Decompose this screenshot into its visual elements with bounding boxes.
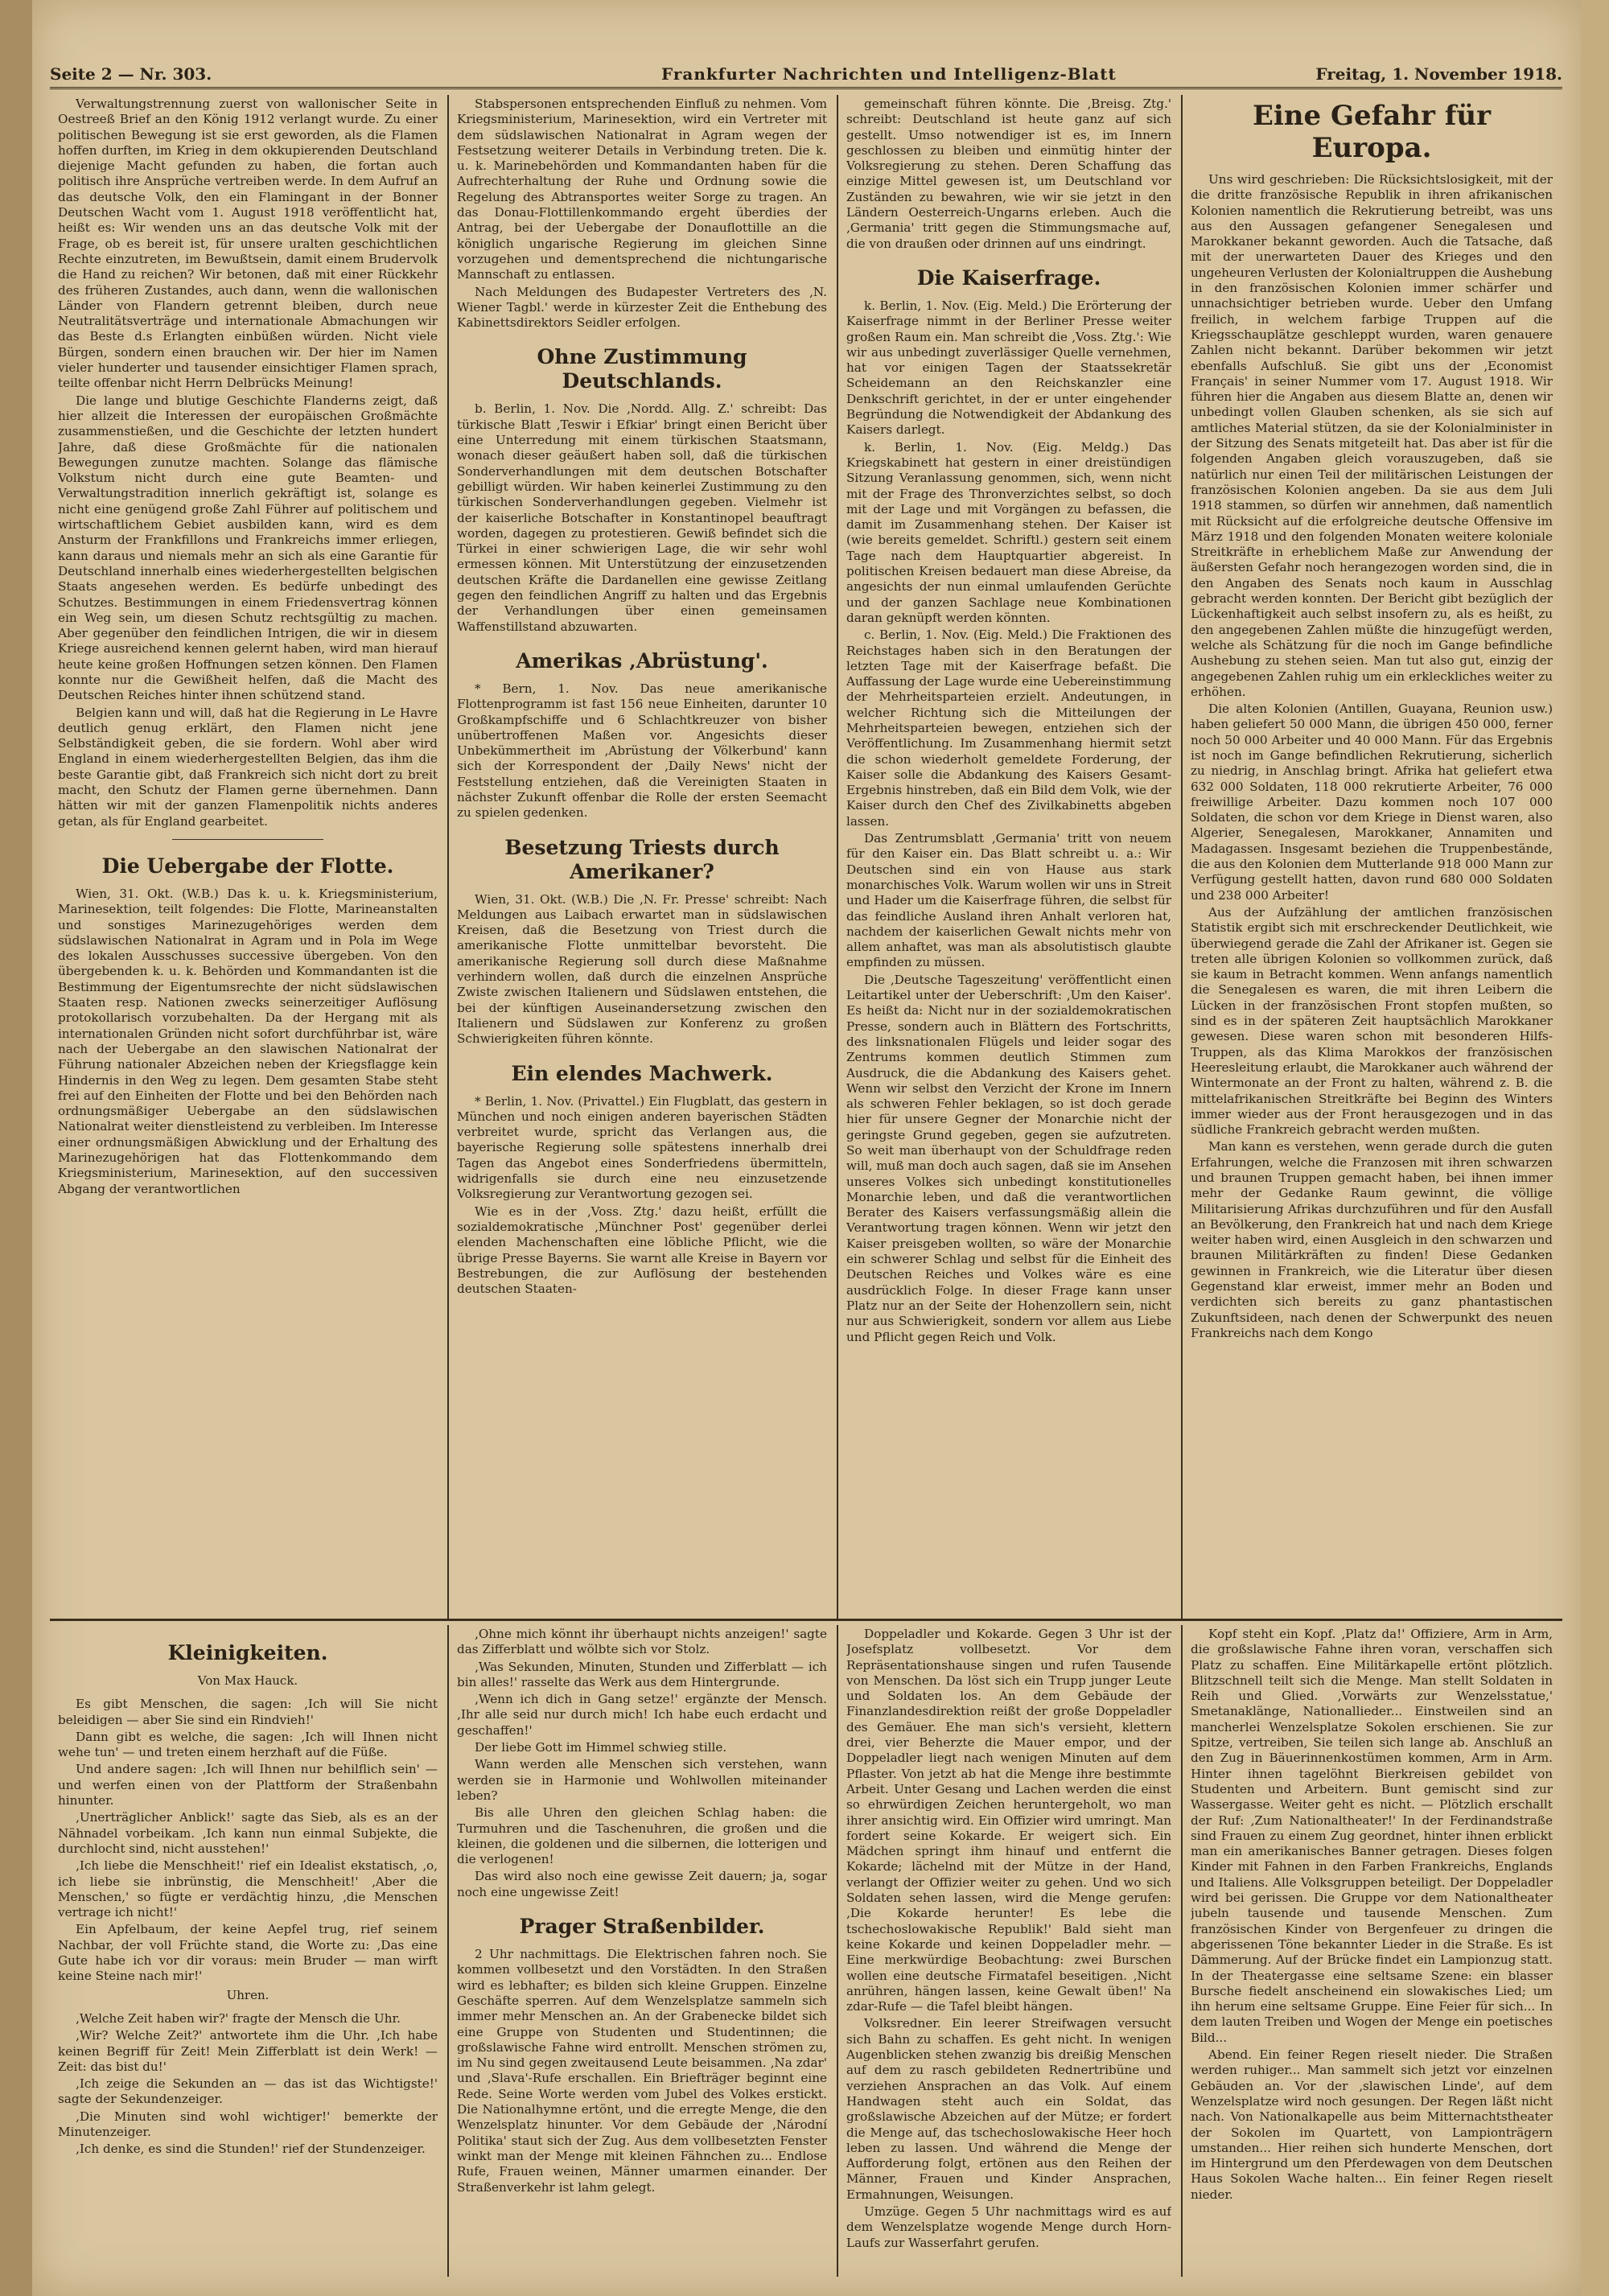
article-paragraph: Uns wird geschrieben: Die Rücksichtslosigkeit, mit der die dritte französische Republik in ihren afrikanischen Kolonien namentlich die Rekrutierung betreibt, was uns aus den Aussagen gefangener Senegalesen und Marokkaner bekannt geworden. Auch die Tatsache, daß mit der unerwarteten Dauer des Krieges und den ungeheuren Verlusten der Kolonialtruppen die Aushebung in den französischen Kolonien immer schärfer und unnachsichtiger betrieben wurde. Ueber den Umfang freilich, in welchem farbige Truppen auf die Kriegsschauplätze geschleppt wurden, waren genauere Zahlen nicht bekannt. Darüber bekommen wir jetzt ebenfalls Aufschluß. Sie gibt uns der ‚Economist Français' in seiner Nummer vom 17. August 1918. Wir führen hier die Angaben aus diesem Blatte an, denen wir unbedingt vollen Glauben schenken, als sie sich auf amtliches Material stützen, da sie der Kolonialminister in der Sitzung des Senats mitgeteilt hat. Das aber ist für die folgenden Angaben gleich vorauszugeben, daß sie natürlich nur einen Teil der militärischen Leistungen der französischen Kolonien angeben. Da sie aus dem Juli 1918 stammen, so dürfen wir annehmen, daß namentlich mit Rücksicht auf die erfolgreiche deutsche Offensive im März 1918 und den folgenden Monaten weitere koloniale Streitkräfte in erheblichem Maße zur Anwendung der äußersten Gefahr noch herangezogen worden sind, die in den Angaben des Senats noch kaum in Ausschlag gebracht werden konnten. Der Bericht gibt bezüglich der Lückenhaftigkeit auch selbst insofern zu, als es heißt, zu den angegebenen Zahlen müßte die hinzugefügt werden, welche als Schätzung für die noch im Gange befindliche Aushebung zu stehen seien. Man tut also gut, einzig der angegebenen Zahlen ruhig um ein erkleckliches weiter zu erhöhen.	[1191, 172, 1553, 699]
headline-triest: Besetzung Triests durch Amerikaner?	[504, 835, 780, 883]
article-paragraph: Verwaltungstrennung zuerst von wallonischer Seite in Oestreeß Brief an den König 1912 verlangt wurde. Zu einer politischen Bewegung ist sie erst geworden, als die Flamen hoffen durften, im Krieg in dem okkupierenden Deutschland diejenige Macht gefunden zu haben, die fortan auch politisch ihre Ansprüche vertreiben werde. In dem Aufruf an das deutsche Volk, den ein Flamingant in der Bonner Deutschen Wacht vom 1. August 1918 veröffentlicht hat, heißt es: Wir wenden uns an das deutsche Volk mit der Frage, ob es bereit ist, für unsere uralten geschichtlichen Rechte einzutreten, im Bewußtsein, damit einem Brudervolk die Hand zu reichen? Wir betonen, daß mit einer Rückkehr des früheren Zustandes, auch dann, wenn die wallonischen Länder von Flandern getrennt bleiben, durch neue Neutralitätsverträge und internationale Abmachungen wir das Beste d.s Erlangten einbüßen würden. Nicht viele Bürgen, sondern einen brauchen wir. Der hier im Namen vieler hunderter und tausender einsichtiger Flamen sprach, teilte offenbar nicht Herrn Delbrücks Meinung!	[58, 97, 438, 391]
article-paragraph: * Berlin, 1. Nov. (Privattel.) Ein Flugblatt, das gestern in München und noch einigen anderen bayerischen Städten verbreitet wurde, spricht das Verlangen aus, die bayerische Regierung solle spätestens innerhalb drei Tagen das Angebot eines Sonderfriedens übermitteln, widrigenfalls sie durch eine neu einzusetzende Volksregierung zur Verantwortung gezogen sei.	[457, 1093, 827, 1202]
article-paragraph: ‚Ohne mich könnt ihr überhaupt nichts anzeigen!' sagte das Zifferblatt und wölbte sich vor Stolz.	[457, 1627, 827, 1657]
article-paragraph: Der liebe Gott im Himmel schwieg stille.	[475, 1740, 727, 1755]
page-edge-right	[1581, 0, 1609, 2296]
issue-date: Freitag, 1. November 1918.	[1315, 64, 1562, 84]
article-paragraph: Bis alle Uhren den gleichen Schlag haben: die Turmuhren und die Taschenuhren, die großen und die kleinen, die goldenen und die silbernen, die lotterigen und die verlogenen!	[457, 1805, 827, 1867]
column-rule	[447, 95, 449, 1619]
article-paragraph: Es gibt Menschen, die sagen: ‚Ich will Sie nicht beleidigen — aber Sie sind ein Rindvieh!'	[58, 1697, 438, 1727]
article-paragraph: Belgien kann und will, daß hat die Regierung in Le Havre deutlich genug erklärt, den Flamen nicht jene Selbständigkeit geben, die sie fordern. Wohl aber wird England in einem wiederhergestellten Belgien, das ihm die beste Garantie gibt, daß Frankreich sich nicht dort zu breit macht, den Schutz der Flamen gerne übernehmen. Dann hätten wir mit der ganzen Flamenpolitik nichts anderes getan, als für England gearbeitet.	[58, 705, 438, 829]
article-paragraph: ‚Unerträglicher Anblick!' sagte das Sieb, als es an der Nähnadel vorbeikam. ‚Ich kann nun einmal Subjekte, die durchlocht sind, nicht ausstehen!'	[58, 1810, 438, 1856]
article-paragraph: Umzüge. Gegen 5 Uhr nachmittags wird es auf dem Wenzelsplatze wogende Menge durch Horn-Laufs zur Wasserfahrt gerufen.	[846, 2203, 1171, 2250]
column-4	[1191, 97, 1553, 1613]
article-paragraph: ‚Was Sekunden, Minuten, Stunden und Zifferblatt — ich bin alles!' rasselte das Werk aus dem Hintergrunde.	[457, 1659, 827, 1689]
article-paragraph: Kopf steht ein Kopf. ‚Platz da!' Offiziere, Arm in Arm, die großslawische Fahne ihren voran, verschaffen sich Platz zu schaffen. Eine Militärkapelle ertönt plötzlich. Blitzschnell teilt sich die Menge. Man stellt Soldaten in Reih und Glied. ‚Vorwärts zur Wenzelsstatue,' Smetanaklänge, Nationallieder... Einstweilen sind an mancherlei Wenzelsplatze Sokolen erschienen. Sie zur Spitze, vertreiben, Sie teilen sich lange ab. Anschluß an den Zug in Bäuerinnenkostümen kommen, Arm in Arm. Hinter ihnen tagelöhnt Bierkreisen gebildet von Studenten und Arbeitern. Bunt gemischt sind zur Wassergasse. Weiter geht es nicht. — Plötzlich erschallt der Ruf: ‚Zum Nationaltheater!' In der Ferdinandstraße sind Frauen zu einem Zug geordnet, hinter ihnen erblickt man ein amerikanisches Banner getragen. Dieses folgen Kinder mit Fahnen in den Farben Frankreichs, Englands und Italiens. Alle Volksgruppen beteiligt. Der Doppeladler wird bei gerissen. Die Gruppe vor dem Nationaltheater jubeln tausende und tausende Menschen. Zum französischen Kinder von Bergenfeuer zu dringen die abgerissenen Töne bekannter Lieder in die Straße. Es ist Dämmerung. Auf der Brücke findet ein Lampionzug statt. In der Theatergasse eine seltsame Szene: ein blasser Bursche fiedelt anscheinend ein slowakisches Lied; um ihn herum eine seltsame Gruppe. Eine Feier für sich... In dem lauten Treiben und Wogen der Menge ein poetisches Bild...	[1191, 1627, 1553, 2045]
masthead: Frankfurter Nachrichten und Intelligenz-Blatt	[661, 64, 1117, 84]
article-paragraph: k. Berlin, 1. Nov. (Eig. Meld.) Die Erörterung der Kaiserfrage nimmt in der Berliner Presse weiter großen Raum ein. Man schreibt die ‚Voss. Ztg.': Wie wir aus unbedingt zuverlässiger Quelle vernehmen, hat vor einigen Tagen der Staatssekretär Scheidemann an den Reichskanzler eine Denkschrift gerichtet, in der er unter eingehender Begründung die Notwendigkeit der Abdankung des Kaisers darlegt.	[846, 298, 1171, 438]
article-paragraph: gemeinschaft führen könnte. Die ‚Breisg. Ztg.' schreibt: Deutschland ist heute ganz auf sich gestellt. Umso notwendiger ist es, im Innern geschlossen zu bleiben und einmütig hinter der Volksregierung zu stehen. Deren Schaffung das einzige Mittel gewesen ist, um Deutschland vor Zuständen zu bewahren, wie wir sie jetzt in den Ländern Oesterreich-Ungarns erleben. Auch die ‚Germania' tritt gegen die Stimmungsmache auf, die von draußen oder drinnen auf uns eindringt.	[846, 97, 1171, 251]
article-paragraph: Das Zentrumsblatt ‚Germania' tritt von neuem für den Kaiser ein. Das Blatt schreibt u. a.: Wir Deutschen sind ein von Hause aus stark monarchisches Volk. Warum wollen wir uns in Streit und Hader um die Kaiserfrage führen, die selbst für das feindliche Ausland ihren Anhalt verloren hat, nachdem der kaiserlichen Gewalt nichts mehr von allem anhaftet, was man als absolutistisch glaubte empfinden zu müssen.	[846, 831, 1171, 970]
article-paragraph: ‚Die Minuten sind wohl wichtiger!' bemerkte der Minutenzeiger.	[58, 2109, 438, 2140]
article-paragraph: Die lange und blutige Geschichte Flanderns zeigt, daß hier allzeit die Interessen der europäischen Großmächte zusammenstießen, und die Geschichte der letzten hundert Jahre, daß diese Großmächte für die nationalen Bewegungen zunutze machten. Solange das flämische Volkstum nicht durch eine gute Beamten- und Verwaltungstradition innerlich gekräftigt ist, solange es nicht eine genügend große Zahl Führer auf politischem und wirtschaftlichem Gebiet ausbilden kann, wird es dem Ansturm der Frankfillons und Frankreichs immer erliegen, kann daraus und niemals mehr an sich als eine Garantie für Deutschland innerhalb eines wiederhergestellten belgischen Staats angesehen werden. Es bedürfe unbedingt des Schutzes. Bestimmungen in einem Friedensvertrag können ein Weg sein, um diesen Schutz rechtsgültig zu machen. Aber gegenüber den feindlichen Intrigen, die wir in diesem Kriege ausreichend kennen gelernt haben, wird man hierauf heute keine großen Hoffnungen setzen können. Den Flamen konnte nur die Gewißheit helfen, daß die Macht des Deutschen Reiches hinter ihnen schützend stand.	[58, 393, 438, 703]
column-2	[457, 97, 827, 1613]
article-paragraph: Stabspersonen entsprechenden Einfluß zu nehmen. Vom Kriegsministerium, Marinesektion, wird ein Vertreter mit dem südslawischen Nationalrat in Agram wegen der Festsetzung weiterer Details in Verbindung treten. Die k. u. k. Marinebehörden und Kommandanten haben für die Aufrechterhaltung der Ruhe und Ordnung sowie die Regelung des Abtransportes weiter Sorge zu tragen. An das Donau-Flottillenkommando ergeht überdies der Antrag, bei der Uebergabe der Donauflottille an die königlich ungarische Regierung im gleichen Sinne vorzugehen und dementsprechend die nichtungarische Mannschaft zu entlassen.	[457, 97, 827, 282]
article-paragraph: ‚Ich denke, es sind die Stunden!' rief der Stundenzeiger.	[76, 2142, 426, 2157]
feuilleton-column-4	[1191, 1627, 1553, 2270]
article-paragraph: b. Berlin, 1. Nov. Die ‚Nordd. Allg. Z.' schreibt: Das türkische Blatt ‚Teswir i Efkiar' bringt einen Bericht über eine Unterredung mit einem türkischen Staatsmann, wonach dieser geäußert haben soll, daß die türkischen Sonderverhandlungen mit dem deutschen Botschafter gebilligt würden. Wir haben keinerlei Zustimmung zu den türkischen Sonderverhandlungen gegeben. Vielmehr ist der kaiserliche Botschafter in Konstantinopel beauftragt worden, dagegen zu protestieren. Gewiß befindet sich die Türkei in einer schwierigen Lage, die wir sehr wohl ermessen können. Mit Unterstützung der einzusetzenden deutschen Kräfte die Dardanellen eine gewisse Zeitlang gegen den feindlichen Angriff zu halten und das Ergebnis der Verhandlungen über einen gemeinsamen Waffenstillstand abzuwarten.	[457, 401, 827, 634]
article-paragraph: Volksredner. Ein leerer Streifwagen versucht sich Bahn zu schaffen. Es geht nicht. In wenigen Augenblicken stehen zwanzig bis dreißig Menschen auf dem zu rasch gebildeten Rednertribüne und verziehen Ansprachen an das Volk. Auf einem Handwagen steht auch ein Soldat, das großslawische Abzeichen auf der Mütze; er fordert die Menge auf, das tschechoslowakische Heer hoch leben zu lassen. Und während die Menge der Aufforderung folgt, ertönen aus den Reihen der Männer, Frauen und Kinder Ansprachen, Ermahnungen, Weisungen.	[846, 2016, 1171, 2202]
feuilleton-column-1	[58, 1627, 438, 2270]
headline-abruestung: Amerikas ‚Abrüstung'.	[516, 648, 768, 673]
headline-machwerk: Ein elendes Machwerk.	[511, 1061, 773, 1085]
article-paragraph: ‚Welche Zeit haben wir?' fragte der Mensch die Uhr.	[76, 2010, 401, 2026]
article-paragraph: ‚Ich zeige die Sekunden an — das ist das Wichtigste!' sagte der Sekundenzeiger.	[58, 2076, 438, 2107]
column-rule	[837, 95, 838, 1619]
column-1	[58, 97, 438, 1613]
article-paragraph: Man kann es verstehen, wenn gerade durch die guten Erfahrungen, welche die Franzosen mit ihren schwarzen und braunen Truppen gemacht haben, bei ihnen immer mehr der Gedanke Raum gewinnt, die völlige Militarisierung Afrikas durchzuführen und für den Ausfall an Bevölkerung, den Frankreich hat und nach dem Kriege weiter haben wird, einen Ausgleich in den schwarzen und braunen Militärkräften zu finden! Diese Gedanken gewinnen in Frankreich, wie die Literatur über diesen Gegenstand klar erweist, immer mehr an Boden und verdichten sich bereits zu ganz phantastischen Zukunftsideen, nach denen der Schwerpunkt des neuen Frankreichs nach dem Kongo	[1191, 1139, 1553, 1340]
article-paragraph: Das wird also noch eine gewisse Zeit dauern; ja, sogar noch eine ungewisse Zeit!	[457, 1869, 827, 1899]
article-paragraph: Die alten Kolonien (Antillen, Guayana, Reunion usw.) haben geliefert 50 000 Mann, die übrigen 450 000, ferner noch 50 000 Arbeiter und 40 000 Mann. Für das Ergebnis ist noch im Gange befindlichen Rekrutierung, sicherlich zu niedrig, in Anschlag bringt. Afrika hat geliefert etwa 632 000 Soldaten, 118 000 rekrutierte Arbeiter, 76 000 freiwillige Arbeiter. Dazu kommen noch 107 000 Soldaten, die schon vor dem Kriege in Dienst waren, also Algerier, Senegalesen, Marokkaner, Annamiten und Madagassen. Insgesamt beziehen die Truppenbestände, die aus den Kolonien dem Mutterlande 918 000 Mann zur Verfügung gestellt hatten, davon rund 680 000 Soldaten und 238 000 Arbeiter!	[1191, 702, 1553, 903]
article-paragraph: Nach Meldungen des Budapester Vertreters des ‚N. Wiener Tagbl.' werde in kürzester Zeit die Enthebung des Kabinettsdirektors Seidler erfolgen.	[457, 284, 827, 331]
article-paragraph: 2 Uhr nachmittags. Die Elektrischen fahren noch. Sie kommen vollbesetzt und den Vorstädten. In den Straßen wird es lebhafter; es bilden sich kleine Gruppen. Einzelne Geschäfte sperren. Auf dem Wenzelsplatze sammeln sich immer mehr Menschen an. An der Grabenecke bildet sich eine Gruppe von Studenten und Studentinnen; die großslawische Fahne wird entrollt. Menschen strömen zu, im Nu sind gegen zweitausend Leute beisammen. ‚Na zdar' und ‚Slava'-Rufe erschallen. Ein Briefträger beginnt eine Rede. Seine Worte werden vom Jubel des Volkes erstickt. Die Nationalhymne ertönt, und die erregte Menge, die den Wenzelsplatz hinunter. Vor dem Gebäude der ‚Národní Politika' staut sich der Zug. Aus dem vollbesetzten Fenster winkt man der Menge mit kleinen Fähnchen zu... Endlose Rufe, Frauen weinen, Männer umarmen einander. Der Straßenverkehr ist lahm gelegt.	[457, 1947, 827, 2195]
headline-zustimmung: Ohne Zustimmung Deutschlands.	[537, 345, 747, 393]
column-rule	[447, 1625, 449, 2277]
headline-kleinigkeiten: Kleinigkeiten.	[167, 1641, 328, 1664]
article-paragraph: Aus der Aufzählung der amtlichen französischen Statistik ergibt sich mit erschreckender Deutlichkeit, wie überwiegend gerade die Zahl der Afrikaner ist. Gegen sie treten alle übrigen Kolonien so vollkommen zurück, daß sie kaum in Betracht kommen. Wenn anfangs namentlich die Senegalesen es waren, die mit ihren Leibern die Lücken in der französischen Front stopfen mußten, so sind es in der späteren Zeit hauptsächlich Marokkaner gewesen. Diese waren schon mit besonderen Hilfs-Truppen, als das Klima Marokkos der französischen Heeresleitung erlaubt, die Marokkaner auch während der Wintermonate an der Front zu halten, während z. B. die mittelafrikanischen Streitkräfte bei Beginn des Winters immer wieder aus der Front herausgezogen und in das südliche Frankreich gebracht werden mußten.	[1191, 904, 1553, 1138]
page-edge-left	[0, 0, 32, 2296]
feuilleton-column-3	[846, 1627, 1171, 2270]
article-paragraph: Doppeladler und Kokarde. Gegen 3 Uhr ist der Josefsplatz vollbesetzt. Vor dem Repräsentationshause singen und rufen Tausende von Menschen. Da löst sich ein Trupp junger Leute und Soldaten los. An dem Gebäude der Finanzlandesdirektion reißt der große Doppeladler des Gemäuer. Ehe man sich's versieht, klettern drei, vier Beherzte die Mauer empor, und der Doppeladler liegt nach wenigen Minuten auf dem Pflaster. Von jetzt ab hat die Menge ihre bestimmte Arbeit. Unter Gesang und Lachen werden die einst so ehrwürdigen Zeichen heruntergeholt, wo man ihrer ansichtig wird. Ein Offizier wird umringt. Man fordert seine Kokarde. Er weigert sich. Ein Mädchen springt ihm hinauf und entfernt die Kokarde; lächelnd mit der Mütze in der Hand, verlangt der Offizier weiter zu gehen. Und wo sich Soldaten sehen lassen, wird die Menge gerufen: ‚Die Kokarde herunter! Es lebe die tschechoslowakische Republik!' Bald sieht man keine Kokarde und keinen Doppeladler mehr. — Eine merkwürdige Beobachtung: zwei Burschen wollen eine deutsche Firmatafel beseitigen. ‚Nicht anrühren, hängen lassen, keine Gewalt üben!' Na zdar-Rufe — die Tafel bleibt hängen.	[846, 1627, 1171, 2014]
article-paragraph: ‚Wenn ich dich in Gang setze!' ergänzte der Mensch. ‚Ihr alle seid nur durch mich! Ich habe euch erdacht und geschaffen!'	[457, 1692, 827, 1738]
subheading-uhren: Uhren.	[226, 1987, 270, 2002]
article-paragraph: Wann werden alle Menschen sich verstehen, wann werden sie in Harmonie und Wohlwollen miteinander leben?	[457, 1757, 827, 1803]
article-paragraph: Wien, 31. Okt. (W.B.) Die ‚N. Fr. Presse' schreibt: Nach Meldungen aus Laibach erwartet man in südslawischen Kreisen, daß die Besetzung von Triest durch die amerikanische Flotte unmittelbar bevorsteht. Die amerikanische Regierung soll durch diese Maßnahme verhindern wollen, daß durch die einzelnen Ansprüche Zwiste zwischen Italienern und Südslawen entstehen, die bei der künftigen Auseinandersetzung zwischen den Italienern und Südslawen zur Konferenz zu großen Schwierigkeiten führen könnte.	[457, 891, 827, 1047]
headline-prager-strassenbilder: Prager Straßenbilder.	[519, 1915, 765, 1939]
article-paragraph: c. Berlin, 1. Nov. (Eig. Meld.) Die Fraktionen des Reichstages haben sich in den Beratungen der letzten Tage mit der Kaiserfrage befaßt. Die Auffassung der Lage wurde eine Uebereinstimmung der Mehrheitsparteien erzielt. Andeutungen, in welcher Richtung sich die Mitteilungen der Mehrheitsparteien bewegen, entziehen sich der Veröffentlichung. Im Zusammenhang hiermit setzt die schon wiederholt gemeldete Forderung, der Kaiser solle die Abdankung des Kaisers Gesamt-Ergebnis hinstreben, daß ein Bild dem Volk, wie der Kaiser durch den Chef des Zivilkabinetts abgeben lassen.	[846, 627, 1171, 829]
article-paragraph: Abend. Ein feiner Regen rieselt nieder. Die Straßen werden ruhiger... Man sammelt sich jetzt vor einzelnen Gebäuden an. Vor der ‚slawischen Linde', auf dem Wenzelsplatze wird noch gesungen. Der Regen läßt nicht nach. Von Nationalkapelle aus beim Mitternachtstheater der Sokolen im Quartett, von Lampionträgern umstanden... Hier reihen sich hunderte Menschen, dort im Hintergrund um den Pferdewagen von dem Deutschen Haus Sokolen Wache halten... Ein feiner Regen rieselt nieder.	[1191, 2047, 1553, 2202]
article-paragraph: ‚Ich liebe die Menschheit!' rief ein Idealist ekstatisch, ‚o, ich liebe sie inbrünstig, die Menschheit!' ‚Aber die Menschen,' so fügte er verdächtig hinzu, ‚die Menschen vertrage ich nicht!'	[58, 1858, 438, 1920]
article-paragraph: Wie es in der ‚Voss. Ztg.' dazu heißt, erfüllt die sozialdemokratische ‚Münchner Post' gegenüber derlei elenden Machenschaften eine löbliche Pflicht, wie die übrige Presse Bayerns. Sie warnt alle Kreise in Bayern vor Bestrebungen, die zur Auflösung der bestehenden deutschen Staaten-	[457, 1204, 827, 1297]
article-paragraph: * Bern, 1. Nov. Das neue amerikanische Flottenprogramm ist fast 156 neue Einheiten, darunter 10 Großkampfschiffe und 6 Schlachtkreuzer von bisher unübertroffenen Maßen vor. Angesichts dieser Unbekümmertheit im ‚Abrüstung der Völkerbund' kann sich der Korrespondent der ‚Daily News' nicht der Feststellung entziehen, daß die Vereinigten Staaten in nächster Zukunft offenbar die Rolle der ersten Seemacht zu spielen gedenken.	[457, 681, 827, 821]
article-paragraph: Dann gibt es welche, die sagen: ‚Ich will Ihnen nicht wehe tun' — und treten einem herzhaft auf die Füße.	[58, 1729, 438, 1760]
page-header	[50, 63, 1562, 89]
article-paragraph: Ein Apfelbaum, der keine Aepfel trug, rief seinem Nachbar, der voll Früchte stand, die Worte zu: ‚Das eine Gute habe ich vor dir voraus: mein Bruder — man wirft keine Steine nach mir!'	[58, 1922, 438, 1984]
column-rule	[837, 1625, 838, 2277]
feuilleton-column-2	[457, 1627, 827, 2270]
byline: Von Max Hauck.	[197, 1673, 298, 1688]
article-paragraph: Die ‚Deutsche Tageszeitung' veröffentlicht einen Leitartikel unter der Ueberschrift: ‚Um den Kaiser'. Es heißt da: Nicht nur in der sozialdemokratischen Presse, sondern auch in Blättern des Fortschritts, des linksnationalen Flügels und leider sogar des Zentrums kommen deutlich Stimmen zum Ausdruck, die die Abdankung des Kaisers gehet. Wenn wir selbst den Verzicht der Krone im Innern als schweren Fehler beklagen, so ist doch gerade hier für unsere Gegner der Monarchie nicht der geringste Grund gegeben, gegen sie aufzutreten. So weit man überhaupt von der Schuldfrage reden will, muß man doch auch sagen, daß sie im Ansehen unseres Volkes sich unbedingt konstitutionelles Monarchie leben, und daß die verantwortlichen Berater des Kaisers verfassungsmäßig allein die Verantwortung tragen können. Wenn wir jetzt den Kaiser preisgeben wollten, so wäre der Monarchie ein schwerer Schlag und selbst für die Einheit des Deutschen Reiches und Volkes wäre es eine ausdrücklich Folge. In dieser Frage kann unser Platz nur an der Seite der Hohenzollern sein, nicht nur aus Schwierigkeit, sondern vor allem aus Liebe und Pflicht gegen Reich und Volk.	[846, 972, 1171, 1344]
separator	[172, 839, 324, 840]
column-rule	[1181, 95, 1183, 1619]
headline-kaiserfrage: Die Kaiserfrage.	[916, 265, 1101, 290]
article-paragraph: Wien, 31. Okt. (W.B.) Das k. u. k. Kriegsministerium, Marinesektion, teilt folgendes: Die Flotte, Marineanstalten und sonstiges Marinezugehöriges werden dem südslawischen Nationalrat in Agram und in Pola im Wege des lokalen Ausschusses successive übergeben. Von den übergebenden k. u. k. Behörden und Kommandanten ist die Bestimmung der Eigentumsrechte der nicht südslawischen Staaten resp. Nationen zwecks seinerzeitiger Auflösung protokollarisch vorzubehalten. Da der Hergang mit als internationalen Gründen nicht sofort durchführbar ist, wäre nach der Uebergabe an den slawischen Nationalrat der Führung nationaler Abzeichen neben der Kriegsflagge kein Hindernis in den Weg zu legen. Dem gesamten Stabe steht frei auf den Einheiten der Flotte und bei den Behörden nach ordnungsmäßiger Uebergabe an den südslawischen Nationalrat weiter dienstleistend zu verbleiben. Im Interesse einer ordnungsmäßigen Abwicklung und der Erhaltung des Marinezugehörigen hat das Flottenkommando dem Kriegsministerium, Marinesektion, auf den successiven Abgang der verantwortlichen	[58, 886, 438, 1196]
column-rule	[1181, 1625, 1183, 2277]
column-3	[846, 97, 1171, 1613]
page-number: Seite 2 — Nr. 303.	[50, 64, 212, 84]
headline-gefahr-europa: Eine Gefahr für Europa.	[1252, 100, 1492, 164]
article-paragraph: Und andere sagen: ‚Ich will Ihnen nur behilflich sein' — und werfen einen von der Plattform der Straßenbahn hinunter.	[58, 1762, 438, 1808]
article-paragraph: ‚Wir? Welche Zeit?' antwortete ihm die Uhr. ‚Ich habe keinen Begriff für Zeit! Mein Zifferblatt ist dein Werk! — Zeit: das bist du!'	[58, 2028, 438, 2074]
headline-flotte: Die Uebergabe der Flotte.	[101, 854, 394, 878]
article-paragraph: k. Berlin, 1. Nov. (Eig. Meldg.) Das Kriegskabinett hat gestern in einer dreistündigen Sitzung Veranlassung genommen, sich, wenn nicht mit der Frage des Thronverzichtes selbst, so doch mit der Lage und mit Vorgängen zu befassen, die damit im Zusammenhang stehen. Der Kaiser ist (wie bereits gemeldet. Schriftl.) gestern seit einem Tage nach dem Hauptquartier abgereist. In politischen Kreisen bedauert man diese Abreise, da angesichts der nun einmal umlaufenden Gerüchte und der ganzen Sachlage neue Kombinationen daran geknüpft werden könnten.	[846, 439, 1171, 625]
section-rule	[50, 1619, 1562, 1621]
